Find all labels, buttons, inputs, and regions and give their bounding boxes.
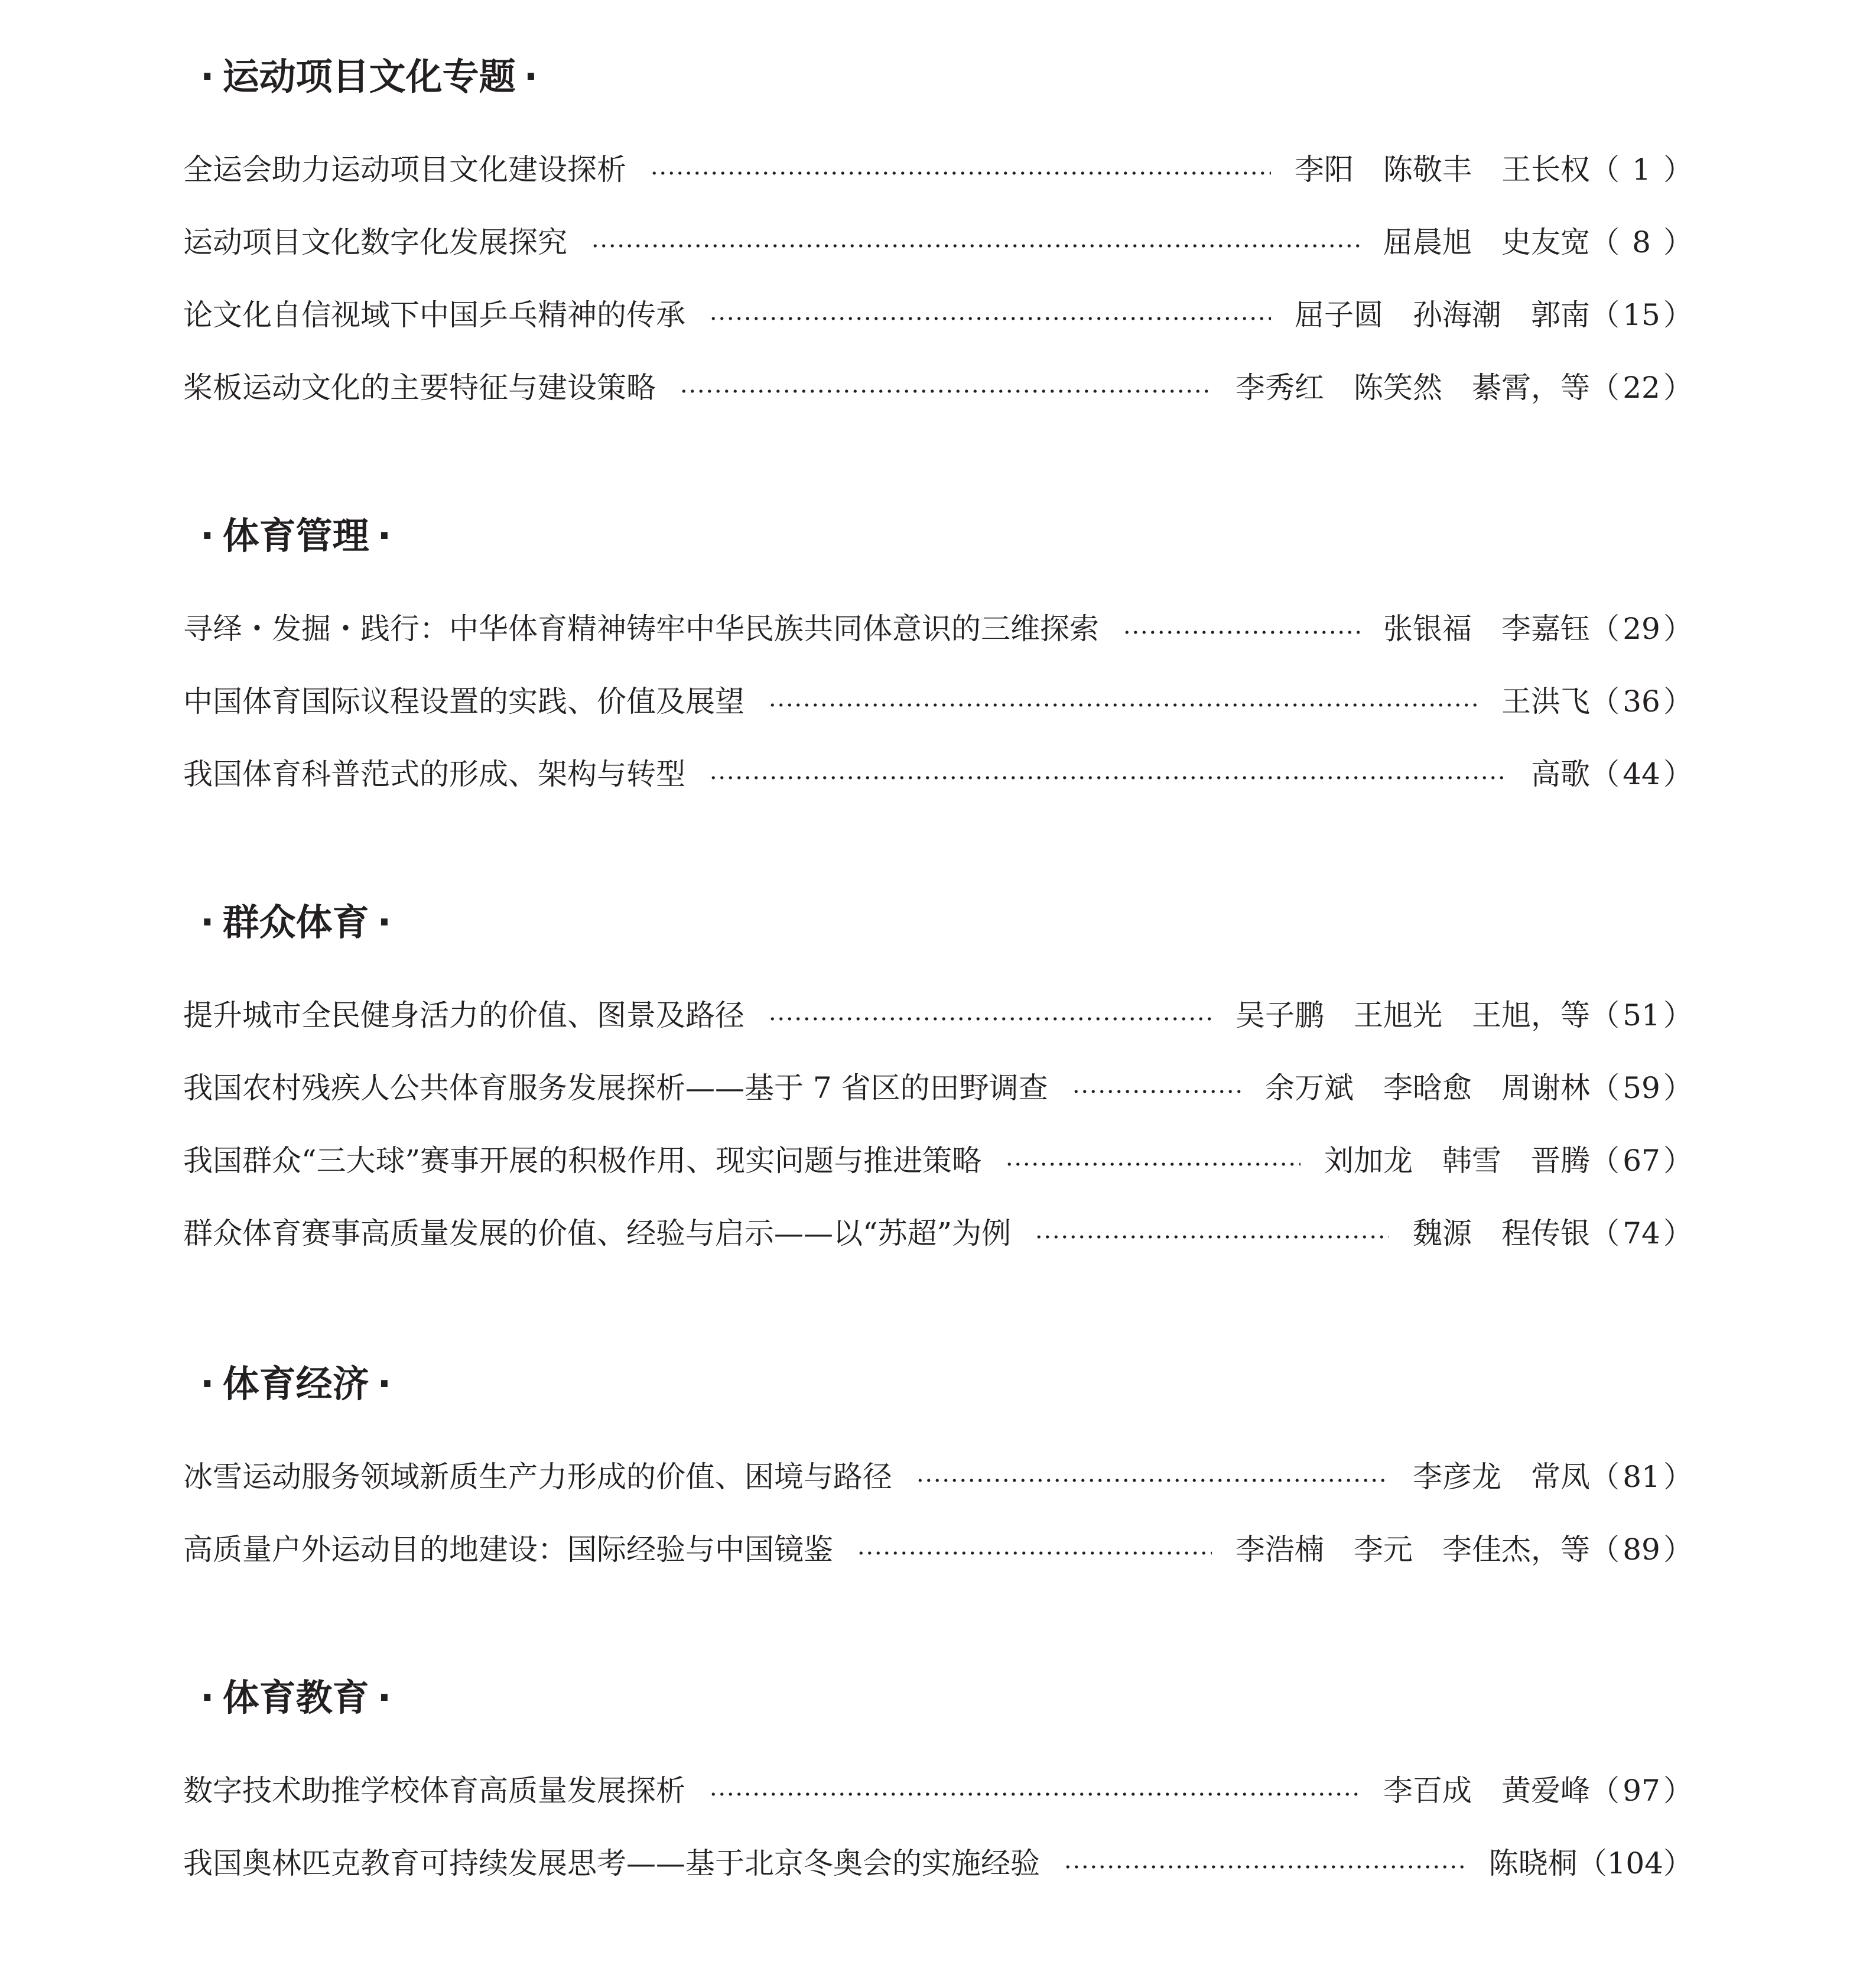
page-number: （ 59 ） [1590, 1071, 1693, 1105]
article-authors: 屈晨旭 史友宽 [1383, 225, 1590, 259]
article-title: 群众体育赛事高质量发展的价值、经验与启示——以“苏超”为例 [183, 1216, 1012, 1251]
bullet-dot-icon: · [377, 901, 392, 944]
dot-leader [650, 171, 1271, 175]
article-title: 冰雪运动服务领域新质生产力形成的价值、困境与路径 [183, 1460, 892, 1494]
article-title: 我国农村残疾人公共体育服务发展探析——基于 7 省区的田野调查 [183, 1071, 1048, 1105]
article-authors: 余万斌 李晗愈 周谢林 [1265, 1071, 1590, 1105]
toc-entry[interactable] [183, 1765, 1693, 1812]
article-authors: 张银福 李嘉钰 [1383, 612, 1590, 646]
page-number: （ 67 ） [1590, 1144, 1693, 1178]
article-title: 提升城市全民健身活力的价值、图景及路径 [183, 998, 744, 1032]
page-number: （ 81 ） [1590, 1460, 1693, 1494]
bullet-dot-icon: · [200, 901, 214, 944]
page-number: （ 22 ） [1590, 371, 1693, 405]
dot-leader [768, 1017, 1212, 1021]
article-title: 运动项目文化数字化发展探究 [183, 225, 567, 259]
article-title: 论文化自信视域下中国乒乓精神的传承 [183, 298, 685, 332]
article-authors: 李百成 黄爱峰 [1383, 1774, 1590, 1808]
bullet-dot-icon: · [377, 1676, 392, 1719]
bullet-dot-icon: · [524, 55, 538, 98]
toc-entry[interactable] [183, 1837, 1693, 1885]
bullet-dot-icon: · [377, 514, 392, 557]
dot-leader [1005, 1162, 1300, 1166]
dot-leader [857, 1551, 1212, 1555]
toc-entry[interactable] [183, 216, 1693, 264]
article-authors: 刘加龙 韩雪 晋腾 [1324, 1144, 1590, 1178]
dot-leader [591, 244, 1360, 248]
page-number: （ 74 ） [1590, 1216, 1693, 1251]
dot-leader [1072, 1090, 1241, 1093]
article-authors: 高歌 [1531, 757, 1590, 791]
article-title: 高质量户外运动目的地建设：国际经验与中国镜鉴 [183, 1532, 833, 1567]
page-number: （ 15 ） [1590, 298, 1693, 332]
article-authors: 魏源 程传银 [1413, 1216, 1590, 1251]
article-authors: 王洪飞 [1501, 684, 1590, 719]
section-heading: · 群众体育 · [192, 893, 399, 952]
toc-entry[interactable] [183, 1207, 1693, 1255]
toc-entry[interactable] [183, 989, 1693, 1037]
page-number: （ 1 ） [1590, 152, 1693, 187]
article-authors: 吴子鹏 王旭光 王旭，等 [1236, 998, 1590, 1032]
article-title: 中国体育国际议程设置的实践、价值及展望 [183, 684, 744, 719]
page-number: （ 29 ） [1590, 612, 1693, 646]
article-authors: 李浩楠 李元 李佳杰，等 [1236, 1532, 1590, 1567]
dot-leader [709, 776, 1507, 779]
article-title: 全运会助力运动项目文化建设探析 [183, 152, 626, 187]
article-title: 我国群众“三大球”赛事开展的积极作用、现实问题与推进策略 [183, 1144, 982, 1178]
dot-leader [1035, 1235, 1389, 1239]
page-number: （ 44 ） [1590, 757, 1693, 791]
dot-leader [709, 317, 1271, 320]
toc-entry[interactable] [183, 1524, 1693, 1571]
toc-entry[interactable] [183, 362, 1693, 409]
toc-entry[interactable] [183, 289, 1693, 336]
article-title: 我国体育科普范式的形成、架构与转型 [183, 757, 685, 791]
article-authors: 陈晓桐 [1488, 1846, 1578, 1880]
page-number: （ 89 ） [1590, 1532, 1693, 1567]
section-heading: · 体育经济 · [192, 1355, 399, 1414]
toc-entry[interactable] [183, 675, 1693, 723]
toc-entry[interactable] [183, 603, 1693, 650]
section-heading: · 运动项目文化专题 · [192, 47, 546, 106]
page-number: （ 36 ） [1590, 684, 1693, 719]
section-heading: · 体育教育 · [192, 1668, 399, 1727]
dot-leader [709, 1792, 1360, 1796]
toc-entry[interactable] [183, 1451, 1693, 1498]
bullet-dot-icon: · [200, 1362, 214, 1405]
page-number: （ 97 ） [1590, 1774, 1693, 1808]
bullet-dot-icon: · [377, 1362, 392, 1405]
article-title: 数字技术助推学校体育高质量发展探析 [183, 1774, 685, 1808]
page-number: （ 51 ） [1590, 998, 1693, 1032]
section-heading: · 体育管理 · [192, 506, 399, 566]
toc-entry[interactable] [183, 144, 1693, 191]
dot-leader [916, 1479, 1389, 1482]
dot-leader [1123, 631, 1360, 634]
article-authors: 李秀红 陈笑然 綦霄，等 [1236, 371, 1590, 405]
toc-entry[interactable] [183, 748, 1693, 795]
dot-leader [679, 389, 1212, 393]
dot-leader [768, 703, 1478, 707]
article-title: 寻绎・发掘・践行：中华体育精神铸牢中华民族共同体意识的三维探索 [183, 612, 1099, 646]
article-title: 桨板运动文化的主要特征与建设策略 [183, 371, 656, 405]
article-title: 我国奥林匹克教育可持续发展思考——基于北京冬奥会的实施经验 [183, 1846, 1040, 1880]
article-authors: 李阳 陈敬丰 王长权 [1295, 152, 1590, 187]
article-authors: 李彦龙 常凤 [1413, 1460, 1590, 1494]
page-number: （ 8 ） [1590, 225, 1693, 259]
toc-entry[interactable] [183, 1062, 1693, 1109]
bullet-dot-icon: · [200, 514, 214, 557]
page-number: （104） [1577, 1846, 1693, 1880]
toc-entry[interactable] [183, 1135, 1693, 1182]
bullet-dot-icon: · [200, 1676, 214, 1719]
article-authors: 屈子圆 孙海潮 郭南 [1295, 298, 1590, 332]
dot-leader [1064, 1865, 1465, 1869]
bullet-dot-icon: · [200, 55, 214, 98]
